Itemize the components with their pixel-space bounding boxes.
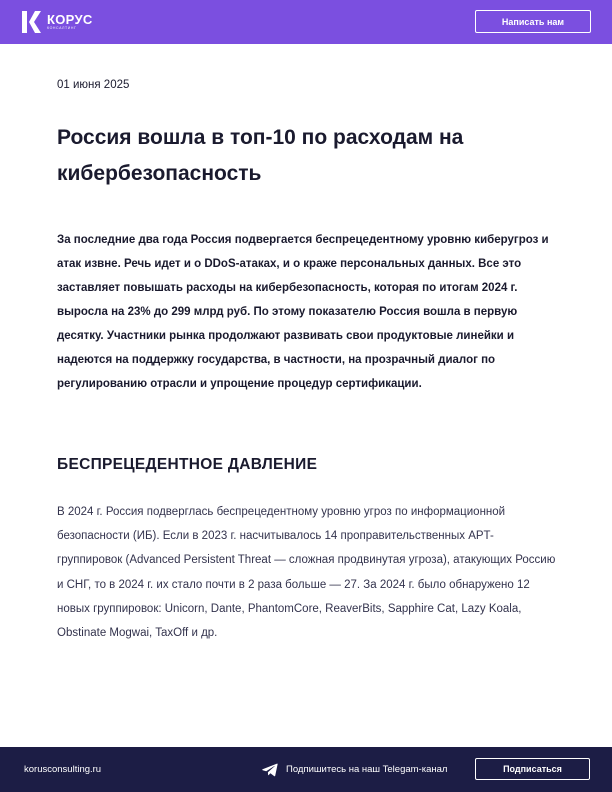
article-title: Россия вошла в топ-10 по расходам на кибербезопасность — [57, 126, 464, 185]
telegram-icon[interactable] — [262, 763, 278, 777]
top-header — [0, 0, 612, 44]
logo-text: КОРУС — [47, 12, 93, 28]
logo-wordmark — [47, 13, 93, 31]
article-date: 01 июня 2025 — [57, 79, 130, 91]
korus-logo[interactable] — [22, 10, 93, 34]
article-lead: За последние два года Россия подвергается беспрецедентному уровню киберугроз и атак извне. Речь идет и о DDoS-атаках, и о краже персональных данных. Все это заставляет повышать расходы на кибербезопасность, которая по итогам 2024 г. выросла на 23% до 299 млрд руб. По этому показателю Россия вошла в первую десятку. Участники рынка продолжают развивать свои продуктовые линейки и надеются на поддержку государства, в частности, на прозрачный диалог по регулированию отрасли и упрощение процедур сертификации. — [57, 234, 549, 390]
write-to-us-button[interactable]: Написать нам — [475, 10, 591, 33]
section-heading: БЕСПРЕЦЕДЕНТНОЕ ДАВЛЕНИЕ — [57, 456, 318, 473]
logo-subtext: КОНСАЛТИНГ — [47, 26, 77, 31]
korus-logo-icon — [22, 11, 41, 33]
section-body: В 2024 г. Россия подверглась беспрецедентному уровню угроз по информационной безопасности (ИБ). Если в 2023 г. насчитывалось 14 проправительственных APT-группировок (Advanced Persistent Threat — сложная продвинутая угроза), атакующих Россию и СНГ, то в 2024 г. их стало почти в 2 раза больше — 27. За 2024 г. было обнаружено 12 новых группировок: Unicorn, Dante, PhantomCore, ReaverBits, Sapphire Cat, Lazy Koala, Obstinate Mogwai, TaxOff и др. — [57, 506, 556, 640]
telegram-cta[interactable]: Подпишитесь на наш Telegam-канал — [286, 764, 448, 775]
footer-site-link[interactable]: korusconsulting.ru — [24, 764, 102, 775]
footer-bar — [0, 747, 612, 792]
subscribe-button[interactable]: Подписаться — [475, 758, 590, 780]
